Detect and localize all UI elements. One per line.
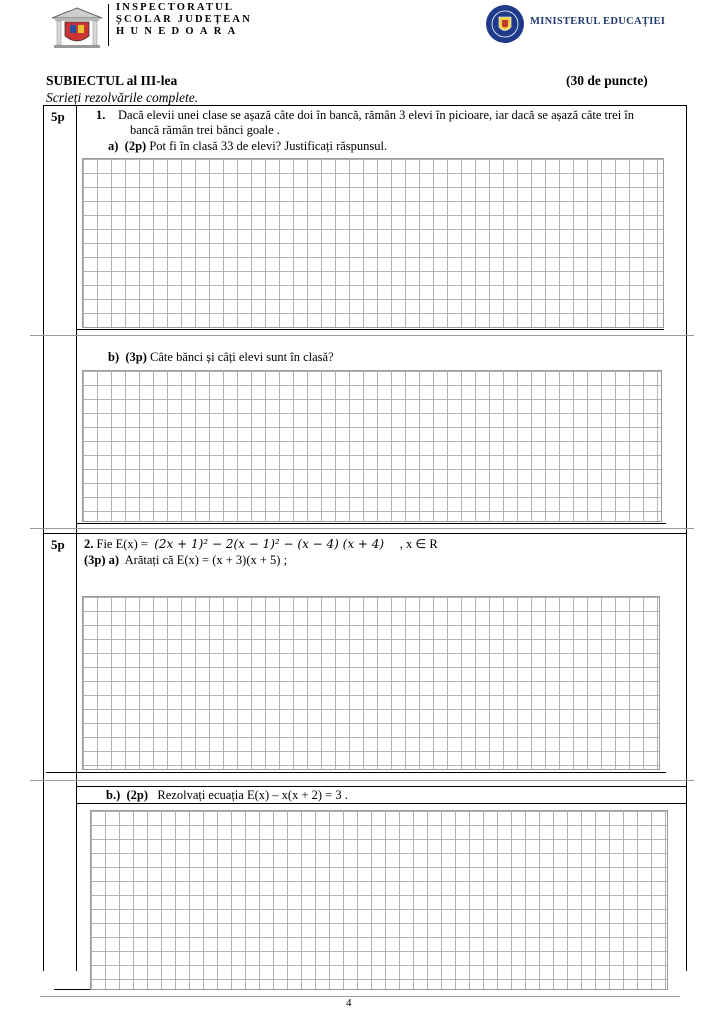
separator-1a-1b: [30, 335, 694, 336]
problem2b-points: (2p): [126, 788, 149, 802]
section-points: (30 de puncte): [566, 73, 648, 88]
problem1b-text: Câte bănci și câți elevi sunt în clasă?: [150, 350, 334, 364]
underline-2a: [46, 772, 666, 773]
problem1b-label: b): [108, 350, 120, 364]
problem1-statement-line2: bancă rămân trei bănci goale .: [130, 123, 280, 137]
problem2a-question: [84, 553, 287, 568]
inspectorate-line-2: ȘCOLAR JUDEȚEAN: [116, 14, 252, 25]
answer-grid-1b[interactable]: [82, 370, 662, 522]
problem-separator: [43, 533, 687, 534]
problem2-number: 2.: [84, 537, 94, 551]
right-border: [686, 105, 687, 971]
header-divider: [108, 4, 109, 46]
problem1a-label: a): [108, 139, 119, 153]
cut-line-1: [30, 528, 694, 529]
problem2-def-prefix: Fie E(x) =: [96, 537, 148, 551]
underline-1a: [76, 329, 664, 330]
answer-grid-1a[interactable]: [82, 158, 664, 328]
inspectorate-line-1: INSPECTORATUL: [116, 2, 235, 13]
underline-1b: [76, 523, 666, 524]
romanian-government-seal-icon: [485, 4, 525, 44]
ministry-name: MINISTERUL EDUCAȚIEI: [530, 16, 666, 27]
box-2b-bottom: [76, 803, 687, 804]
page-number: 4: [346, 997, 352, 1009]
problem2-definition: [84, 537, 438, 552]
footer-line: [40, 996, 680, 997]
problem1a-question: [108, 139, 387, 154]
problem1b-points: (3p): [125, 350, 147, 364]
score-column-border: [76, 105, 77, 971]
problem2-domain: , x ∈ R: [399, 537, 438, 551]
section-instruction: Scrieți rezolvările complete.: [46, 90, 199, 105]
problem2a-text: Arătați că E(x) = (x + 3)(x + 5) ;: [124, 553, 288, 567]
problem2b-text: Rezolvați ecuația E(x) – x(x + 2) = 3 .: [157, 788, 348, 802]
inspectorate-line-3: HUNEDOARA: [116, 26, 242, 37]
section-title: SUBIECTUL al III-lea: [46, 73, 178, 88]
answer-grid-2a[interactable]: [82, 596, 660, 770]
box-2b-top: [76, 786, 687, 787]
problem2-formula: (2x + 1)² − 2(x − 1)² − (x − 4) (x + 4): [154, 537, 385, 551]
school-inspectorate-crest-icon: [50, 6, 104, 48]
problem2b-question: [106, 788, 348, 803]
problem1-number: 1.: [96, 108, 106, 122]
problem1a-text: Pot fi în clasă 33 de elevi? Justificați răspunsul.: [149, 139, 388, 153]
problem2a-points: (3p): [84, 553, 106, 567]
problem2a-label: a): [108, 553, 120, 567]
problem1b-question: [108, 350, 334, 365]
top-border: [43, 105, 687, 106]
problem1a-points: (2p): [124, 139, 147, 153]
problem1-statement-line1: Dacă elevii unei clase se așază câte doi în bancă, rămân 3 elevi în picioare, iar dacă se așază câte trei în: [118, 108, 635, 122]
problem2b-label: b.): [106, 788, 121, 802]
problem2-score: 5p: [51, 537, 65, 552]
left-border: [43, 105, 44, 971]
cut-line-2: [30, 780, 694, 781]
problem1-score: 5p: [51, 109, 65, 124]
inspectorate-name: [116, 2, 252, 38]
answer-grid-2b[interactable]: [90, 810, 668, 990]
